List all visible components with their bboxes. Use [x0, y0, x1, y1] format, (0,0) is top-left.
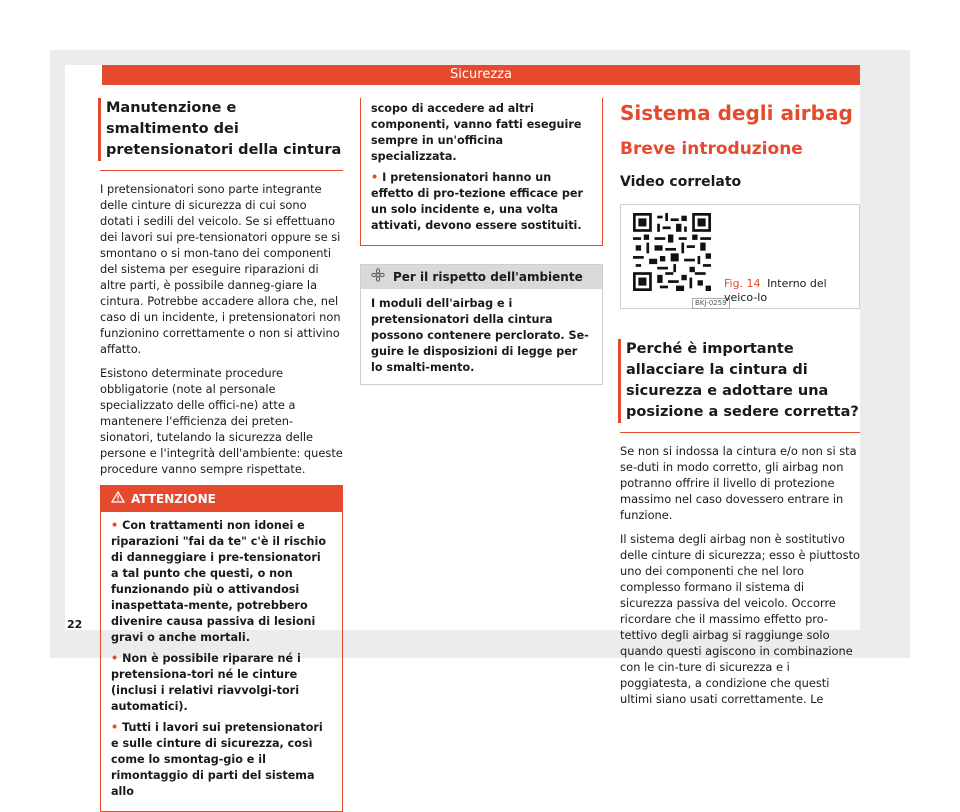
bullet-icon: • [111, 721, 119, 734]
figure-box [620, 204, 860, 309]
warning-item: • Tutti i lavori sui pretensionatori e sulle cinture di sicurezza, così come lo smontag-gio e il rimontaggio di parti del sistema allo [111, 721, 323, 798]
column-middle [360, 98, 603, 385]
column-left [100, 98, 343, 812]
section-divider [620, 423, 860, 433]
warning-triangle-icon [111, 491, 125, 507]
section-title-pretensioners: Manutenzione e smaltimento dei pretensionatori della cintura [98, 98, 343, 161]
paragraph: Il sistema degli airbag non è sostitutivo delle cinture di sicurezza; esso è piuttosto uno dei componenti che nel loro complesso formano il sistema di sicurezza passiva del veicolo. Occorre ricordare che il massimo effetto pro-tettivo degli airbag si raggiunge solo quando questi agiscono in combinazione con le cin-ture di sicurezza e i poggiatesta, a condizione che questi ultimi siano usati correttamente. Le [620, 532, 861, 706]
warning-item: • Non è possibile riparare né i pretensiona-tori né le cinture (inclusi i relativi riavvolgi-tori automatici). [111, 652, 301, 713]
page-number: 22 [67, 618, 83, 631]
qr-code-icon[interactable] [633, 213, 711, 291]
warning-box [100, 485, 343, 812]
warning-item: scopo di accedere ad altri componenti, vanno fatti eseguire sempre in un'officina specializzata. [371, 102, 582, 163]
figure-caption [724, 277, 854, 305]
environment-note-header [361, 265, 602, 289]
warning-header [101, 486, 342, 512]
warning-title: ATTENZIONE [131, 492, 216, 506]
figure-number: Fig. 14 [724, 277, 761, 290]
bullet-icon: • [111, 652, 119, 665]
paragraph: Se non si indossa la cintura e/o non si sta se-duti in modo corretto, gli airbag non potranno offrire il livello di protezione massimo nel caso dovessero entrare in funzione. [620, 444, 857, 522]
warning-body [101, 512, 342, 811]
column-right [620, 98, 860, 715]
paragraph: Esistono determinate procedure obbligatorie (note al personale specializzato delle offici-ne) atte a mantenere l'efficienza dei preten-sionatori, tutelando la sicurezza delle persone e l'integrità dell'ambiente: queste procedure vanno sempre rispettate. [100, 366, 343, 476]
section-title-seatbelt: Perché è importante allacciare la cintura di sicurezza e adottare una posizione a sedere corretta? [618, 339, 860, 423]
warning-box-continued [360, 98, 603, 246]
section-divider [100, 161, 343, 171]
chapter-header: Sicurezza [102, 65, 860, 85]
warning-item: • I pretensionatori hanno un effetto di pro-tezione efficace per un solo incidente e, una volta attivati, devono essere sostituiti. [371, 171, 583, 232]
section-seatbelt [620, 339, 860, 707]
environment-flower-icon [371, 268, 385, 286]
environment-note-box [360, 264, 603, 385]
subheading: Breve introduzione [620, 139, 803, 159]
bullet-icon: • [371, 171, 379, 184]
figure-code: BKJ-0259 [692, 298, 730, 309]
environment-note-title: Per il rispetto dell'ambiente [393, 270, 583, 284]
environment-note-text: I moduli dell'airbag e i pretensionatori della cintura possono contenere perclorato. Se-guire le disposizioni di legge per lo smalti-mento. [371, 297, 589, 374]
page-title: Sistema degli airbag [620, 101, 853, 125]
video-heading: Video correlato [620, 174, 742, 190]
figure-caption-text: Interno del veico-lo [724, 277, 827, 304]
bullet-icon: • [111, 519, 119, 532]
paragraph: I pretensionatori sono parte integrante delle cinture di sicurezza di cui sono dotati i sedili del veicolo. Se si effettuano dei lavori sui pre-tensionatori oppure se si smontano o si mon-tano dei componenti del sistema per eseguire riparazioni di altre parti, è possibile danneg-giare la cintura. Potrebbe accadere allora che, nel caso di un incidente, i pretensionatori non funzionino correttamente o non si attivino affatto. [100, 182, 341, 356]
warning-item: • Con trattamenti non idonei e riparazioni "fai da te" c'è il rischio di danneggiare i pre-tensionatori a tal punto che questi, o non funzionando più o attivandosi inaspettata-mente, potrebbero divenire causa passiva di lesioni gravi o anche mortali. [111, 519, 327, 644]
